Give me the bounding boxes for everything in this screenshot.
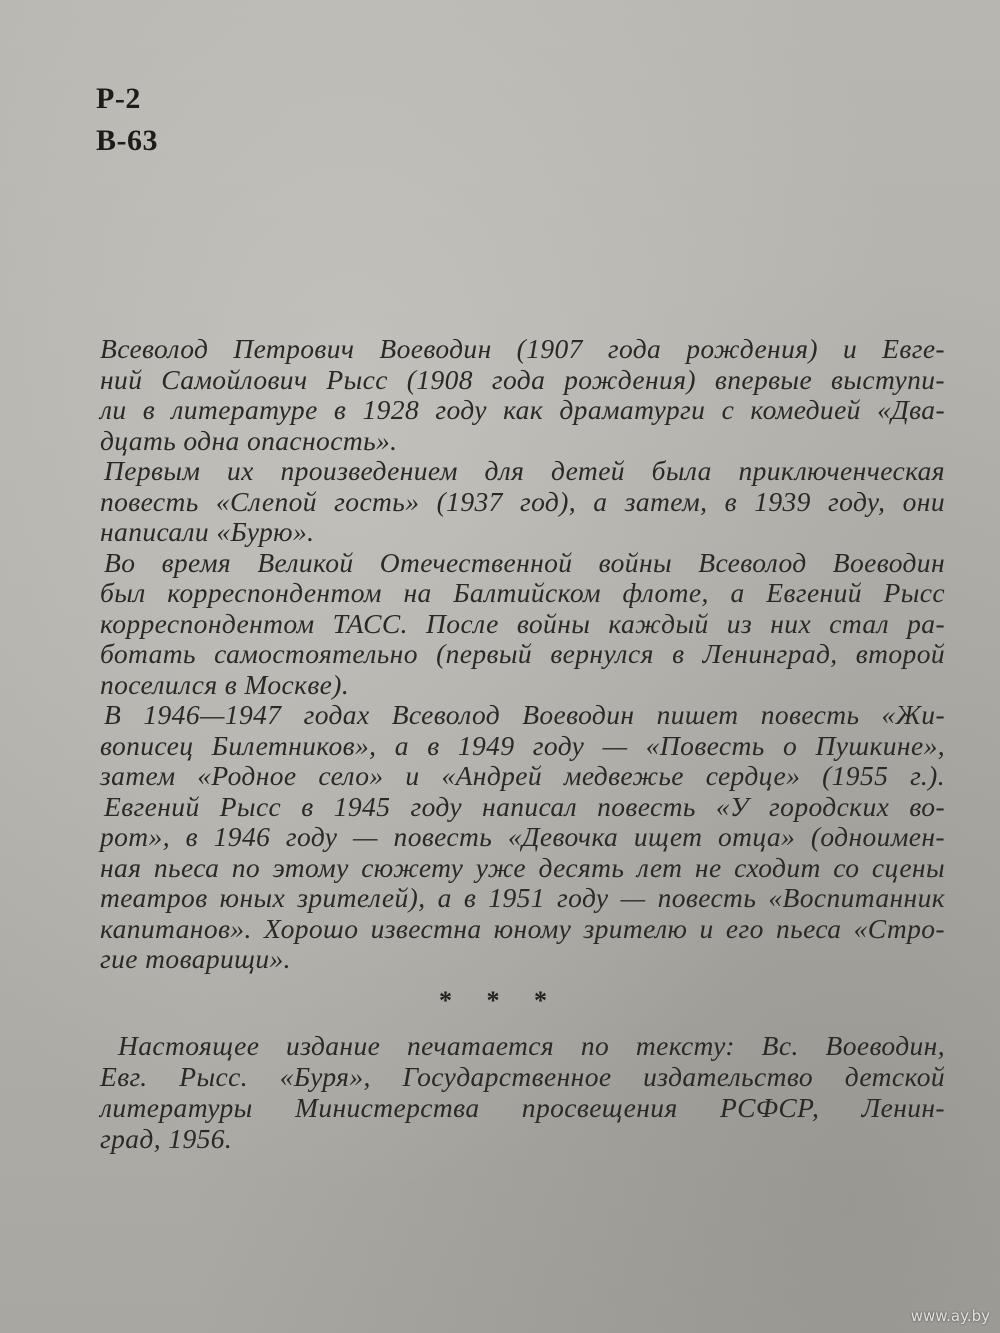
text-line: был корреспондентом на Балтийском флоте, а Евгений Рысс [100, 577, 945, 608]
paragraph-2 [100, 456, 945, 548]
text-line: вописец Билетников», а в 1949 году — «Повесть о Пушкине», [100, 729, 945, 761]
text-line: ний Самойлович Рысс (1908 года рождения) впервые выступи- [100, 363, 945, 395]
text-line: рот», в 1946 году — повесть «Девочка ищет отца» (одноимен- [100, 821, 945, 852]
site-watermark: www.ay.by [910, 1307, 990, 1325]
section-separator: * * * [439, 986, 561, 1015]
text-line: Евг. Рысс. «Буря», Государственное издательство детской [100, 1061, 945, 1092]
edition-note [100, 1030, 945, 1154]
text-line: гие товарищи». [100, 943, 291, 974]
text-line: капитанов». Хорошо известна юному зрителю и его пьеса «Стро- [100, 912, 945, 944]
text-line: Всеволод Петрович Воеводин (1907 года рождения) и Евге- [100, 333, 945, 364]
text-line: написали «Бурю». [100, 516, 315, 547]
classification-code-2: В-63 [96, 124, 158, 157]
text-line: ли в литературе в 1928 году как драматурги с комедией «Два- [100, 394, 945, 425]
paragraph-5 [100, 792, 945, 975]
paragraph-4 [100, 700, 945, 792]
text-line: Настоящее издание печатается по тексту: Вс. Воеводин, [118, 1030, 945, 1061]
classification-code-1: Р-2 [96, 82, 141, 115]
text-line: град, 1956. [100, 1123, 233, 1154]
text-line: ботать самостоятельно (первый вернулся в Ленинград, второй [100, 638, 945, 669]
text-line: дцать одна опасность». [100, 424, 398, 456]
text-line: Евгений Рысс в 1945 году написал повесть «У городских во- [104, 790, 945, 822]
text-line: повесть «Слепой гость» (1937 год), а затем, в 1939 году, они [100, 485, 945, 517]
text-line: литературы Министерства просвещения РСФСР, Ленин- [100, 1092, 945, 1123]
text-line: Первым их произведением для детей была приключенческая [104, 455, 945, 486]
author-biography [100, 334, 945, 975]
text-line: корреспондентом ТАСС. После войны каждый из них стал ра- [100, 607, 945, 639]
text-line: театров юных зрителей), а в 1951 году — повесть «Воспитанник [100, 882, 945, 913]
text-line: поселился в Москве). [100, 668, 350, 700]
text-line: В 1946—1947 годах Всеволод Воеводин пишет повесть «Жи- [104, 699, 945, 730]
text-line: затем «Родное село» и «Андрей медвежье сердце» (1955 г.). [100, 760, 945, 791]
classification-codes [96, 78, 158, 162]
paragraph-1 [100, 334, 945, 456]
paragraph-3 [100, 548, 945, 701]
text-line: Во время Великой Отечественной войны Всеволод Воеводин [104, 546, 945, 578]
text-line: ная пьеса по этому сюжету уже десять лет не сходит со сцены [100, 851, 945, 883]
